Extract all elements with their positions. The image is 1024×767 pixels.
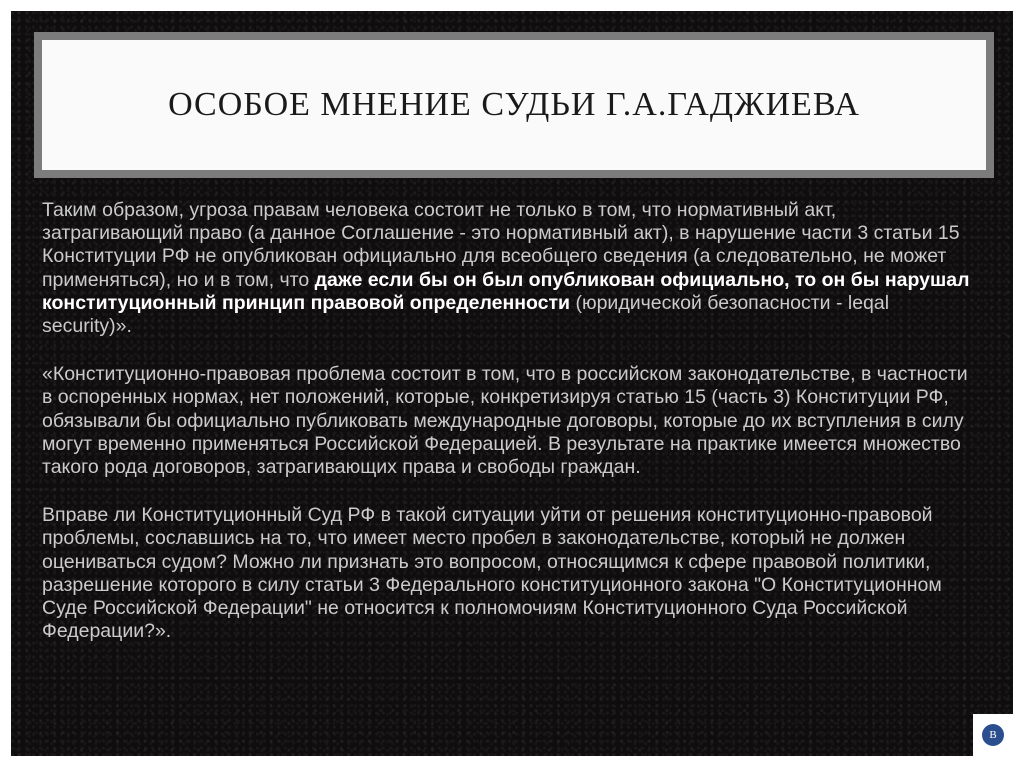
title-frame: [34, 32, 994, 178]
slide: [11, 11, 1013, 756]
emblem-icon: В: [982, 724, 1004, 746]
paragraph-3: Вправе ли Конституционный Суд РФ в такой ситуации уйти от решения конституционно-правовой проблемы, сославшись на то, что имеет место пробел в законодательстве, который не должен оцениваться судом? Можно ли признать это вопросом, относящимся к сфере правовой политики, разрешение которого в силу статьи 3 Федерального конституционного закона "О Конституционном Суде Российской Федерации" не относится к полномочиям Конституционного Суда Российской Федерации?».: [42, 504, 942, 643]
paragraph-1-tail: (юридической безопасности - leqal security)».: [42, 291, 890, 338]
slide-body: [42, 199, 982, 668]
paragraph-2: «Конституционно-правовая проблема состоит в том, что в российском законодательстве, в частности в оспоренных нормах, нет положений, которые, конкретизируя статью 15 (часть 3) Конституции РФ, обязывали бы официально публиковать международные договоры, которые до их вступления в силу могут временно применяться Российской Федерацией. В результате на практике имеется множество такого рода договоров, затрагивающих права и свободы граждан.: [42, 363, 968, 479]
slide-title: ОСОБОЕ МНЕНИЕ СУДЬИ Г.А.ГАДЖИЕВА: [168, 86, 860, 123]
paragraph-1-text: Таким образом, угроза правам человека состоит не только в том, что нормативный акт, затрагивающий право (а данное Соглашение - это нормативный акт), в нарушение части 3 статьи 15 Конституции РФ не опубликован официально для всеобщего сведения (а следовательно, не может применяться), но и в том, что: [42, 199, 960, 291]
university-logo: [973, 714, 1013, 756]
paragraph-1: [42, 199, 982, 338]
title-panel: [42, 40, 986, 170]
paragraph-1-emphasis: даже если бы он был опубликован официально, то он бы нарушал конституционный принцип правовой определенности: [42, 268, 970, 314]
